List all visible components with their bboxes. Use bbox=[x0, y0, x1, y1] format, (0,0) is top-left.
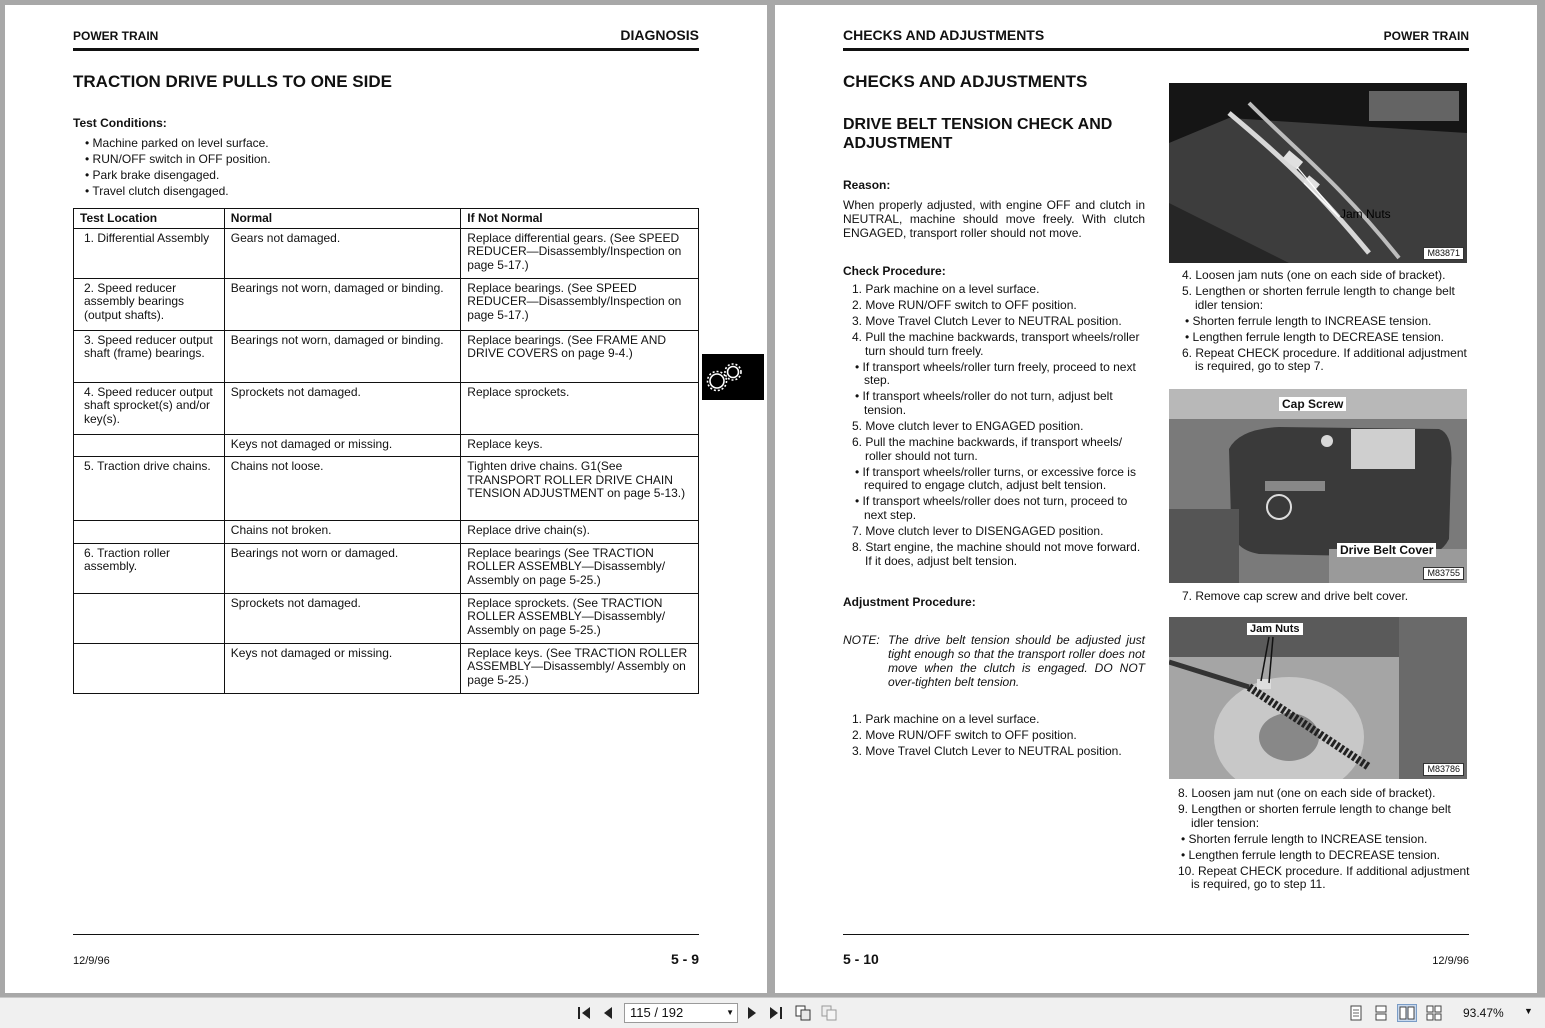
first-page-icon bbox=[577, 1006, 591, 1020]
test-location-cell: 6. Traction roller assembly. bbox=[74, 543, 225, 593]
normal-cell: Bearings not worn, damaged or binding. bbox=[224, 330, 461, 382]
left-page-title: TRACTION DRIVE PULLS TO ONE SIDE bbox=[73, 72, 392, 91]
normal-cell: Keys not damaged or missing. bbox=[224, 434, 461, 457]
single-page-view-button[interactable] bbox=[1346, 1004, 1366, 1022]
left-page bbox=[5, 5, 767, 993]
table-header-row bbox=[74, 209, 699, 229]
right-page bbox=[775, 5, 1537, 993]
last-page-button[interactable] bbox=[766, 1004, 786, 1022]
previous-page-button[interactable] bbox=[598, 1004, 618, 1022]
left-header-chapter: DIAGNOSIS bbox=[620, 27, 699, 43]
chevron-down-icon[interactable]: ▼ bbox=[726, 1008, 734, 1017]
list-item: • If transport wheels/roller turns, or excessive force is required to engage clutch, adjust belt tension. bbox=[855, 464, 1136, 493]
facing-pages-view-button[interactable] bbox=[1397, 1004, 1417, 1022]
jam-nuts-closeup-photo bbox=[1169, 617, 1467, 779]
left-page-header bbox=[73, 25, 699, 51]
list-item: • Shorten ferrule length to INCREASE tension. bbox=[1185, 313, 1432, 328]
viewer-toolbar bbox=[0, 997, 1545, 1028]
jam-nuts-callout: Jam Nuts bbox=[1340, 207, 1391, 221]
table-row bbox=[74, 457, 699, 521]
list-item: • Machine parked on level surface. bbox=[85, 136, 269, 150]
first-page-button[interactable] bbox=[574, 1004, 594, 1022]
list-item: 4. Pull the machine backwards, transport wheels/roller turn should turn freely. bbox=[852, 330, 1140, 358]
list-item: • Travel clutch disengaged. bbox=[85, 184, 229, 198]
if-not-normal-cell: Replace keys. bbox=[461, 434, 699, 457]
list-item: 8. Loosen jam nut (one on each side of bracket). bbox=[1178, 786, 1436, 800]
if-not-normal-cell: Replace bearings (See TRACTION ROLLER ASSEMBLY—Disassembly/ Assembly on page 5-25.) bbox=[461, 543, 699, 593]
test-location-cell bbox=[74, 593, 225, 643]
table-row bbox=[74, 543, 699, 593]
test-location-cell bbox=[74, 521, 225, 544]
drive-belt-cover-callout: Drive Belt Cover bbox=[1337, 543, 1436, 557]
if-not-normal-cell: Tighten drive chains. G1(See TRANSPORT ROLLER DRIVE CHAIN TENSION ADJUSTMENT on page 5-13.) bbox=[461, 457, 699, 521]
normal-cell: Chains not broken. bbox=[224, 521, 461, 544]
if-not-normal-cell: Replace bearings. (See FRAME AND DRIVE COVERS on page 9-4.) bbox=[461, 330, 699, 382]
prev-page-icon bbox=[601, 1006, 615, 1020]
normal-cell: Bearings not worn or damaged. bbox=[224, 543, 461, 593]
right-footer-date: 12/9/96 bbox=[1432, 955, 1469, 967]
table-row bbox=[74, 228, 699, 278]
normal-cell: Keys not damaged or missing. bbox=[224, 643, 461, 693]
continuous-view-button[interactable] bbox=[1371, 1004, 1391, 1022]
continuous-icon bbox=[1374, 1005, 1388, 1021]
list-item: 9. Lengthen or shorten ferrule length to change belt idler tension: bbox=[1178, 802, 1451, 830]
list-item: 4. Loosen jam nuts (one on each side of bracket). bbox=[1182, 268, 1446, 282]
if-not-normal-cell: Replace bearings. (See SPEED REDUCER—Disassembly/Inspection on page 5-17.) bbox=[461, 278, 699, 330]
list-item: 6. Repeat CHECK procedure. If additional adjustment is required, go to step 7. bbox=[1182, 345, 1467, 374]
left-page-footer bbox=[73, 934, 699, 967]
normal-cell: Sprockets not damaged. bbox=[224, 382, 461, 434]
reason-label: Reason: bbox=[843, 178, 891, 192]
note-text: The drive belt tension should be adjusted just tight enough so that the transport roller does not move when the clutch is engaged. DO NOT over-tighten belt tension. bbox=[888, 633, 1145, 689]
check-procedure-label: Check Procedure: bbox=[843, 264, 946, 278]
list-item: • If transport wheels/roller do not turn, adjust belt tension. bbox=[855, 389, 1113, 417]
column-header-if-not-normal: If Not Normal bbox=[461, 209, 699, 229]
cable-photo-illustration bbox=[1169, 83, 1467, 263]
photo-id-tag: M83755 bbox=[1423, 567, 1464, 580]
list-item: 5. Move clutch lever to ENGAGED position. bbox=[852, 419, 1084, 434]
paste-icon bbox=[821, 1005, 837, 1021]
next-page-icon bbox=[745, 1006, 759, 1020]
test-location-cell bbox=[74, 643, 225, 693]
if-not-normal-cell: Replace sprockets. bbox=[461, 382, 699, 434]
list-item: • Lengthen ferrule length to DECREASE tension. bbox=[1181, 847, 1441, 862]
facing-continuous-view-button[interactable] bbox=[1424, 1004, 1444, 1022]
list-item: • RUN/OFF switch in OFF position. bbox=[85, 152, 271, 166]
jam-nuts-callout: Jam Nuts bbox=[1247, 623, 1303, 635]
reason-text: When properly adjusted, with engine OFF and clutch in NEUTRAL, machine should move freely. With clutch ENGAGED, transport roller should not move. bbox=[843, 198, 1145, 240]
list-item: 6. Pull the machine backwards, if transport wheels/ roller should not turn. bbox=[852, 435, 1123, 463]
list-item: 8. Start engine, the machine should not move forward. If it does, adjust belt tension. bbox=[852, 540, 1141, 568]
section-tab-left[interactable] bbox=[702, 354, 764, 400]
test-location-cell: 4. Speed reducer output shaft sprocket(s) and/or key(s). bbox=[74, 382, 225, 434]
adjustment-procedure-list bbox=[843, 713, 1148, 761]
list-item: 2. Move RUN/OFF switch to OFF position. bbox=[852, 728, 1077, 743]
right-header-section: CHECKS AND ADJUSTMENTS bbox=[843, 27, 1045, 43]
normal-cell: Bearings not worn, damaged or binding. bbox=[224, 278, 461, 330]
table-row bbox=[74, 330, 699, 382]
test-location-cell: 3. Speed reducer output shaft (frame) bearings. bbox=[74, 330, 225, 382]
table-row bbox=[74, 643, 699, 693]
test-location-cell: 2. Speed reducer assembly bearings (output shafts). bbox=[74, 278, 225, 330]
photo-id-tag: M83871 bbox=[1423, 247, 1464, 260]
diagnosis-table bbox=[73, 208, 699, 694]
table-row bbox=[74, 382, 699, 434]
list-item: • Lengthen ferrule length to DECREASE tension. bbox=[1185, 329, 1445, 344]
list-item: 3. Move Travel Clutch Lever to NEUTRAL position. bbox=[852, 744, 1122, 759]
spring-photo-illustration bbox=[1169, 617, 1467, 779]
copy-icon bbox=[795, 1005, 811, 1021]
zoom-level[interactable]: 93.47% bbox=[1463, 1006, 1504, 1020]
list-item: 7. Remove cap screw and drive belt cover. bbox=[1182, 589, 1409, 603]
table-row bbox=[74, 593, 699, 643]
page-number-input[interactable] bbox=[624, 1003, 738, 1023]
page-indicator: 115 / 192 bbox=[630, 1005, 684, 1020]
single-page-icon bbox=[1349, 1005, 1363, 1021]
copy-button[interactable] bbox=[793, 1004, 813, 1022]
list-item: • If transport wheels/roller does not turn, proceed to next step. bbox=[855, 494, 1128, 522]
paste-button[interactable] bbox=[819, 1004, 839, 1022]
right-page-title: CHECKS AND ADJUSTMENTS bbox=[843, 72, 1088, 91]
list-item: 7. Move clutch lever to DISENGAGED position. bbox=[852, 523, 1104, 538]
facing-pages-icon bbox=[1399, 1005, 1415, 1021]
gears-icon bbox=[702, 354, 764, 400]
list-item: 1. Park machine on a level surface. bbox=[852, 712, 1040, 726]
list-item: • If transport wheels/roller turn freely, proceed to next step. bbox=[855, 359, 1136, 388]
list-item: 1. Park machine on a level surface. bbox=[852, 282, 1040, 296]
if-not-normal-cell: Replace differential gears. (See SPEED REDUCER—Disassembly/Inspection on page 5-17.) bbox=[461, 228, 699, 278]
section-subtitle: DRIVE BELT TENSION CHECK AND ADJUSTMENT bbox=[843, 116, 1113, 152]
list-item: 2. Move RUN/OFF switch to OFF position. bbox=[852, 298, 1077, 313]
if-not-normal-cell: Replace drive chain(s). bbox=[461, 521, 699, 544]
list-item: 5. Lengthen or shorten ferrule length to change belt idler tension: bbox=[1182, 284, 1455, 312]
list-item: • Shorten ferrule length to INCREASE tension. bbox=[1181, 831, 1428, 846]
test-location-cell: 1. Differential Assembly bbox=[74, 228, 225, 278]
adjustment-procedure-label: Adjustment Procedure: bbox=[843, 595, 976, 609]
note-label: NOTE: bbox=[843, 633, 880, 647]
normal-cell: Gears not damaged. bbox=[224, 228, 461, 278]
list-item: 10. Repeat CHECK procedure. If additional adjustment is required, go to step 11. bbox=[1178, 863, 1470, 892]
column-header-normal: Normal bbox=[224, 209, 461, 229]
adjustment-steps-a bbox=[1173, 269, 1471, 376]
table-row bbox=[74, 434, 699, 457]
cap-screw-callout: Cap Screw bbox=[1279, 397, 1346, 411]
normal-cell: Chains not loose. bbox=[224, 457, 461, 521]
table-row bbox=[74, 278, 699, 330]
left-footer-date: 12/9/96 bbox=[73, 955, 110, 967]
if-not-normal-cell: Replace sprockets. (See TRACTION ROLLER ASSEMBLY—Disassembly/ Assembly on page 5-25.) bbox=[461, 593, 699, 643]
table-row bbox=[74, 521, 699, 544]
drive-belt-cover-photo bbox=[1169, 389, 1467, 583]
photo-id-tag: M83786 bbox=[1423, 763, 1464, 776]
jam-nuts-photo bbox=[1169, 83, 1467, 263]
right-page-number: 5 - 10 bbox=[843, 951, 879, 967]
left-page-number: 5 - 9 bbox=[670, 951, 699, 967]
column-header-test-location: Test Location bbox=[74, 209, 225, 229]
right-page-footer bbox=[843, 934, 1469, 967]
zoom-dropdown-icon[interactable]: ▼ bbox=[1524, 1006, 1533, 1016]
facing-continuous-icon bbox=[1426, 1005, 1442, 1021]
if-not-normal-cell: Replace keys. (See TRACTION ROLLER ASSEMBLY—Disassembly/ Assembly on page 5-25.) bbox=[461, 643, 699, 693]
check-procedure-list bbox=[843, 283, 1148, 571]
right-page-header bbox=[843, 25, 1469, 51]
next-page-button[interactable] bbox=[742, 1004, 762, 1022]
test-location-cell: 5. Traction drive chains. bbox=[74, 457, 225, 521]
test-conditions-list bbox=[85, 135, 271, 199]
adjustment-step-7 bbox=[1173, 590, 1471, 606]
list-item: • Park brake disengaged. bbox=[85, 168, 220, 182]
left-header-section: POWER TRAIN bbox=[73, 29, 159, 43]
list-item: 3. Move Travel Clutch Lever to NEUTRAL position. bbox=[852, 314, 1122, 329]
normal-cell: Sprockets not damaged. bbox=[224, 593, 461, 643]
last-page-icon bbox=[769, 1006, 783, 1020]
test-location-cell bbox=[74, 434, 225, 457]
right-header-chapter: POWER TRAIN bbox=[1383, 29, 1469, 43]
test-conditions-label: Test Conditions: bbox=[73, 116, 167, 130]
adjustment-steps-b bbox=[1169, 787, 1471, 894]
